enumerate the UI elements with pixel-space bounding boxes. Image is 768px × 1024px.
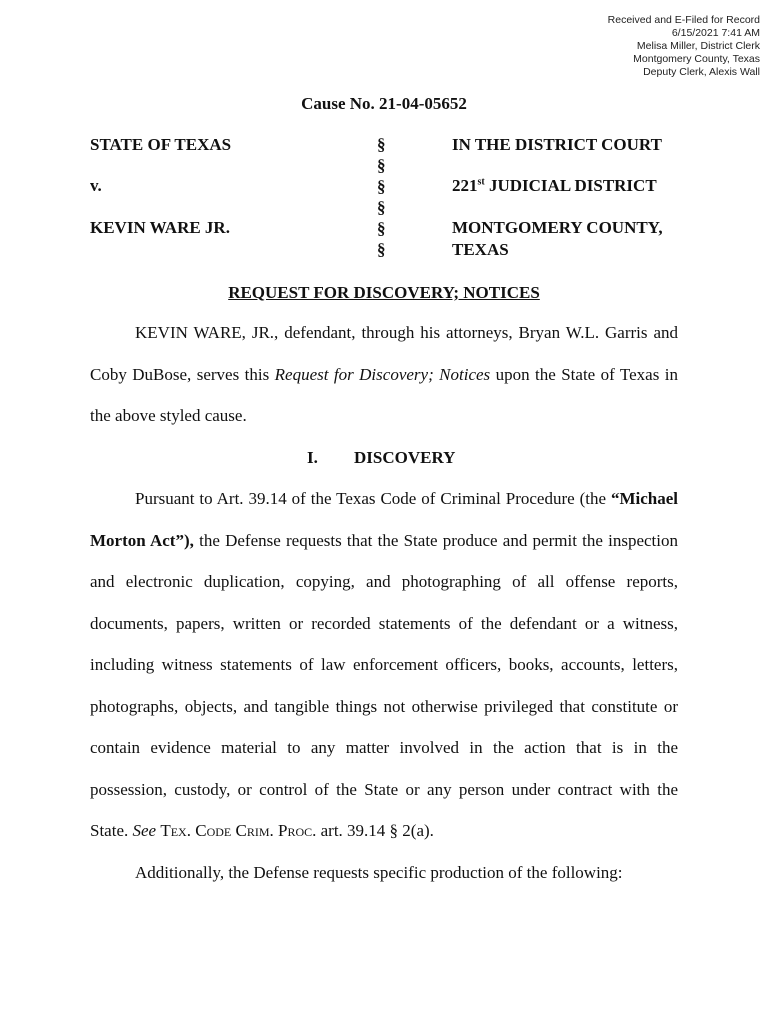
intro-italic-title: Request for Discovery; Notices <box>274 364 491 384</box>
section-title: DISCOVERY <box>354 448 456 467</box>
section-symbol: § <box>377 219 386 238</box>
district-label: JUDICIAL DISTRICT <box>484 176 657 195</box>
party-state: STATE OF TEXAS <box>90 135 232 154</box>
section-symbol: § <box>377 135 386 154</box>
stamp-line: Melisa Miller, District Clerk <box>636 40 760 52</box>
court-name: IN THE DISTRICT COURT <box>452 135 662 154</box>
judicial-district <box>452 176 657 196</box>
party-defendant: KEVIN WARE JR. <box>90 218 230 237</box>
intro-paragraph <box>90 312 678 437</box>
section-number: I. <box>307 448 318 467</box>
see-signal: See <box>132 821 157 840</box>
district-number: 221 <box>452 176 478 195</box>
act-name: “Michael Morton Act”), <box>90 489 678 550</box>
district-ordinal: st <box>477 176 485 188</box>
stamp-line: Montgomery County, Texas <box>633 53 760 65</box>
section-symbol: § <box>377 156 386 175</box>
versus-label: v. <box>90 176 102 195</box>
document-title: REQUEST FOR DISCOVERY; NOTICES <box>228 283 540 302</box>
stamp-line: Deputy Clerk, Alexis Wall <box>643 66 760 78</box>
statute-citation: Tex. Code Crim. Proc. <box>160 821 317 840</box>
intro-text: KEVIN WARE, JR., defendant, through his attorneys, Bryan W.L. Garris and Coby DuBose, serves this <box>90 323 678 384</box>
efile-stamp <box>608 14 760 79</box>
intro-text-end: upon the State of Texas in the above styled cause. <box>90 364 678 425</box>
para-text-body: the Defense requests that the State produce and permit the inspection and electronic duplication, copying, and photographing of all offense reports, documents, papers, written or recorded statements of the defendant or a witness, including witness statements of law enforcement officers, books, accounts, letters, photographs, objects, and tangible things not otherwise privileged that constitute or contain evidence material to any matter involved in the action that is in the possession, custody, or control of the State or any person under contract with the State. <box>90 530 678 840</box>
section-symbol: § <box>377 198 386 217</box>
county-line-2: TEXAS <box>452 240 509 259</box>
stamp-line: Received and E-Filed for Record <box>607 14 760 26</box>
additional-paragraph: Additionally, the Defense requests specific production of the following: <box>135 863 623 882</box>
section-symbol: § <box>377 240 386 259</box>
para-text: Pursuant to Art. 39.14 of the Texas Code of Criminal Procedure (the <box>135 489 611 508</box>
discovery-paragraph <box>90 478 678 852</box>
statute-citation-rest: art. 39.14 § 2(a). <box>316 821 434 840</box>
county-line-1: MONTGOMERY COUNTY, <box>452 218 663 237</box>
cause-number: Cause No. 21-04-05652 <box>301 94 467 113</box>
stamp-line: 6/15/2021 7:41 AM <box>671 27 760 39</box>
section-symbol: § <box>377 177 386 196</box>
